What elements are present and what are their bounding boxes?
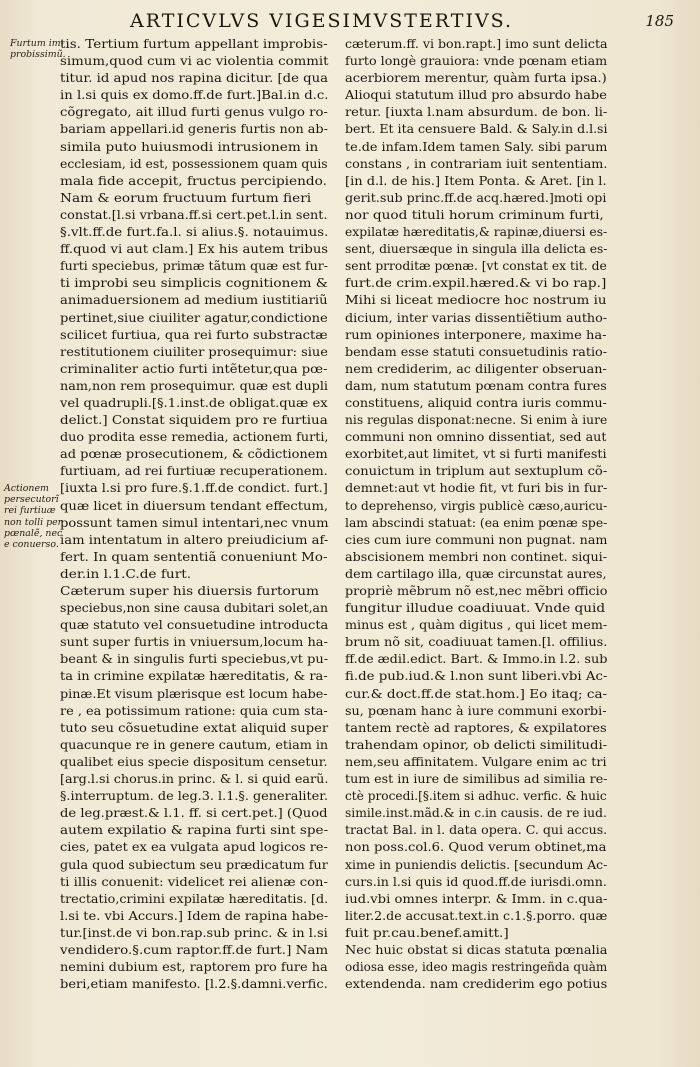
text-line: §.vlt.ff.de furt.fa.l. si alius.§. notauimus. [60,225,329,240]
text-line: Nec huic obstat si dicas statuta pœnalia [345,942,608,957]
text-line: fi.de pub.iud.& l.non sunt liberi.vbi Ac- [345,669,608,684]
text-line: Mihi si liceat mediocre hoc nostrum iu [345,293,607,308]
text-line: ta in crimine expilatæ hæreditatis, & ra- [60,669,328,684]
text-line: iud.vbi omnes interpr. & Imm. in c.qua- [345,891,608,906]
text-line: fuit pr.cau.benef.amitt.] [345,925,509,940]
text-line: bendam esse statuti consuetudinis ratio- [345,344,607,359]
text-line: trectatio,crimini expilatæ hæreditatis. [d. [60,891,329,906]
text-line: [arg.l.si chorus.in princ. & l. si quid earũ. [60,772,329,787]
text-line: autem expilatio & rapina furti sint spe- [60,823,329,838]
text-line: trahendam opinor, ob delicti similitudi- [345,737,608,752]
text-line: curs.in l.si quis id quod.ff.de iurisdi.omn. [345,874,607,889]
text-line: ctè procedi.[§.item si adhuc. verfic. & huic [345,789,607,804]
text-line: ff.quod vi aut clam.] Ex his autem tribus [60,242,329,257]
text-line: nemini dubium est, raptorem pro fure ha [60,960,328,975]
text-line: xime in puniendis delictis. [secundum Ac- [345,857,608,872]
text-line: tractat Bal. in l. data opera. C. qui accus. [345,823,608,838]
text-line: nor quod tituli horum criminum furti, [345,207,604,222]
page-header [60,8,680,36]
text-line: vel quadrupli.[§.1.inst.de obligat.quæ ex [60,395,328,410]
text-line: demnet:aut vt hodie fit, vt furi bis in fur- [345,481,608,496]
text-line: beant & in singulis furti speciebus,vt pu- [60,652,329,667]
text-line: sent prroditæ pœnæ. [vt constat ex tit. de [345,259,607,274]
text-line: fungitur illudue coadiuuat. Vnde quid [345,601,606,616]
text-line: su, pœnam hanc à iure communi exorbi- [345,703,607,718]
text-line: qualibet eius specie dispositum censetur. [60,754,328,769]
text-line: exorbitet,aut limitet, vt si furti manifesti [345,447,607,462]
text-line: quæ statuto vel consuetudine introducta [60,618,329,633]
text-line: dicium, inter varias dissentiẽtium autho- [345,310,608,325]
text-line: mala fide accepit, fructus percipiendo. [60,173,327,188]
text-line: der.in l.1.C.de furt. [60,566,192,581]
text-line: te.de infam.Idem tamen Saly. sibi parum [345,139,608,154]
text-line: delict.] Constat siquidem pro re furtiua [60,413,328,428]
text-line: titur. id apud nos rapina dicitur. [de qua [60,71,329,86]
text-line: Cæterum super his diuersis furtorum [60,584,319,598]
text-line: propriè mẽbrum nõ est,nec mẽbri officio [345,584,608,598]
text-line: tum est in iure de similibus ad similia re- [345,772,608,787]
text-line: expilatæ hæreditatis,& rapinæ,diuersi es- [345,225,608,240]
text-line: liter.2.de accusat.text.in c.1.§.porro. quæ [345,908,608,923]
text-line: ecclesiam, id est, possessionem quam quis [60,156,328,171]
text-line: conuictum in triplum aut sextuplum cõ- [345,464,608,479]
margin-note-line: pœnalẽ, nec [4,527,63,539]
text-line: tur.[inst.de vi bon.rap.sub princ. & in l.si [60,925,328,940]
text-line: sunt super furtis in vniuersum,locum ha- [60,635,328,650]
text-line: ti improbi seu simplicis cognitionem & [60,276,328,291]
text-line: to deprehenso, virgis publicè cæso,auricu- [345,498,608,513]
text-line: furt.de crim.expil.hæred.& vi bo rap.] [345,276,607,291]
text-line: simile.inst.mãd.& in c.in causis. de re iud. [345,806,607,821]
margin-note-line: Furtum im- [10,38,64,49]
text-line: restitutionem ciuiliter prosequimur: siue [60,344,328,359]
left-text-column [60,36,330,993]
text-line: sent, diuersæque in singula illa delicta es- [345,242,608,257]
text-line: nam,non rem prosequimur. quæ est dupli [60,378,329,393]
text-line: l.si te. vbi Accurs.] Idem de rapina habe- [60,908,329,923]
text-line: furtiuam, ad rei furtiuæ recuperationem. [60,464,328,479]
text-line: rum opiniones interponere, maxime ha- [345,327,607,342]
text-line: cur.& doct.ff.de stat.hom.] Eo itaq; ca- [345,686,608,701]
text-line: lam abscindi statuat: (ea enim pœnæ spe- [345,515,608,530]
text-line: minus est , quàm digitus , qui licet mem- [345,618,608,633]
text-line: acerbiorem merentur, quàm furta ipsa.) [345,71,607,86]
text-line: cies cum iure communi non pugnat. nam [345,532,608,547]
text-line: [in d.l. de his.] Item Ponta. & Aret. [in l. [345,173,607,188]
text-line: quæ licet in diuersum tendant effectum, [60,498,329,513]
text-line: re , ea potissimum ratione: quia cum sta- [60,703,328,718]
text-line: ff.de ædil.edict. Bart. & Immo.in l.2. sub [345,652,608,667]
text-line: ad pœnæ prosecutionem, & cõdictionem [60,447,328,462]
text-line: [iuxta l.si pro fure.§.1.ff.de condict. furt.] [60,481,328,496]
margin-note-furtum [10,38,66,60]
text-line: cæterum.ff. vi bon.rapt.] imo sunt delicta [345,37,608,51]
text-line: possunt tamen simul intentari,nec vnum [60,515,329,530]
text-line: dam, num statutum pœnam contra fures [345,378,607,393]
text-line: odiosa esse, ideo magis restringeñda quàm [345,960,608,975]
text-line: nis regulas disponat:necne. Si enim à iure [345,413,608,428]
text-line: in l.si quis ex domo.ff.de furt.]Bal.in d.c. [60,88,329,103]
margin-note-line: e conuerso. [4,539,59,551]
text-line: furto longè grauiora: vnde pœnam etiam [345,54,608,69]
text-line: nem,seu affinitatem. Vulgare enim ac tri [345,754,607,769]
page-number: 185 [645,12,674,30]
text-line: nem crediderim, ac diligenter obseruan- [345,361,607,376]
margin-note-line: rei furtiuæ [4,505,56,517]
text-line: Alioqui statutum illud pro absurdo habe [345,88,607,103]
text-line: gula quod subiectum seu prædicatum fur [60,857,328,872]
text-line: tuto seu cõsuetudine extat aliquid super [60,720,329,735]
text-line: fert. In quam sententiã conueniunt Mo- [60,549,328,564]
right-text-column [345,36,610,993]
text-line: duo prodita esse remedia, actionem furti, [60,430,329,445]
text-line: bariam appellari.id generis furtis non ab- [60,122,328,137]
text-line: communi non omnino dissentiat, sed aut [345,430,607,445]
text-line: brum nõ sit, coadiuuat tamen.[l. offilius. [345,635,608,650]
text-line: tantem rectè ad raptores, & expilatores [345,720,607,735]
text-line: pertinet,siue ciuiliter agatur,condictione [60,310,328,325]
margin-note-line: probissimũ. [10,49,66,61]
text-line: simila puto huiusmodi intrusionem in [60,139,319,154]
text-line: gerit.sub princ.ff.de acq.hæred.]moti opi [345,190,607,205]
text-line: simum,quod cum vi ac violentia commit [60,54,329,69]
text-line: speciebus,non sine causa dubitari solet,an [60,601,329,616]
running-head: ARTICVLVS VIGESIMVSTERTIVS. [130,10,514,32]
text-line: scilicet furtiua, qua rei furto substractæ [60,327,328,342]
text-line: abscisionem membri non continet. siqui- [345,549,607,564]
text-line: constituens, aliquid contra iuris commu- [345,395,607,410]
margin-note-line: persecutorĩ [4,494,59,506]
text-line: furti speciebus, primæ tãtum quæ est fur- [60,259,328,274]
text-line: pinæ.Et visum plærisque est locum habe- [60,686,328,701]
margin-note-line: Actionem [4,483,49,494]
text-line: iam intentatum in altero preiudicium af- [60,532,329,547]
text-line: de leg.præst.& l.1. ff. si cert.pet.] (Quod [60,806,328,821]
text-line: bert. Et ita censuere Bald. & Saly.in d.l.si [345,122,608,137]
margin-note-actionem [4,483,62,550]
text-line: dem cartilago illa, quæ circunstat aures, [345,566,607,581]
text-line: beri,etiam manifesto. [l.2.§.damni.verfic. [60,977,328,992]
margin-note-line: non tolli per [4,516,63,528]
text-line: cõgregato, ait illud furti genus vulgo ro- [60,105,328,120]
text-line: tis. Tertium furtum appellant improbis- [60,37,328,51]
text-line: constans , in contrariam iuit sententiam. [345,156,608,171]
text-line: criminaliter actio furti intẽtetur,qua pœ- [60,361,328,376]
text-line: ti illis conuenit: videlicet rei alienæ con- [60,874,328,889]
text-line: non poss.col.6. Quod verum obtinet,ma [345,840,607,855]
text-line: animaduersionem ad medium iustitiariũ [60,293,328,308]
text-line: quacunque re in genere cautum, etiam in [60,737,329,752]
text-line: constat.[l.si vrbana.ff.si cert.pet.l.in sent. [60,207,328,222]
text-line: extendenda. nam crediderim ego potius [345,977,608,992]
text-line: Nam & eorum fructuum furtum fieri [60,190,312,205]
text-line: cies, patet ex ea vulgata apud logicos re- [60,840,328,855]
text-line: retur. [iuxta l.nam absurdum. de bon. li- [345,105,608,120]
text-line: vendidero.§.cum raptor.ff.de furt.] Nam [60,942,329,957]
text-line: §.interruptum. de leg.3. l.1.§. generaliter. [60,789,329,804]
